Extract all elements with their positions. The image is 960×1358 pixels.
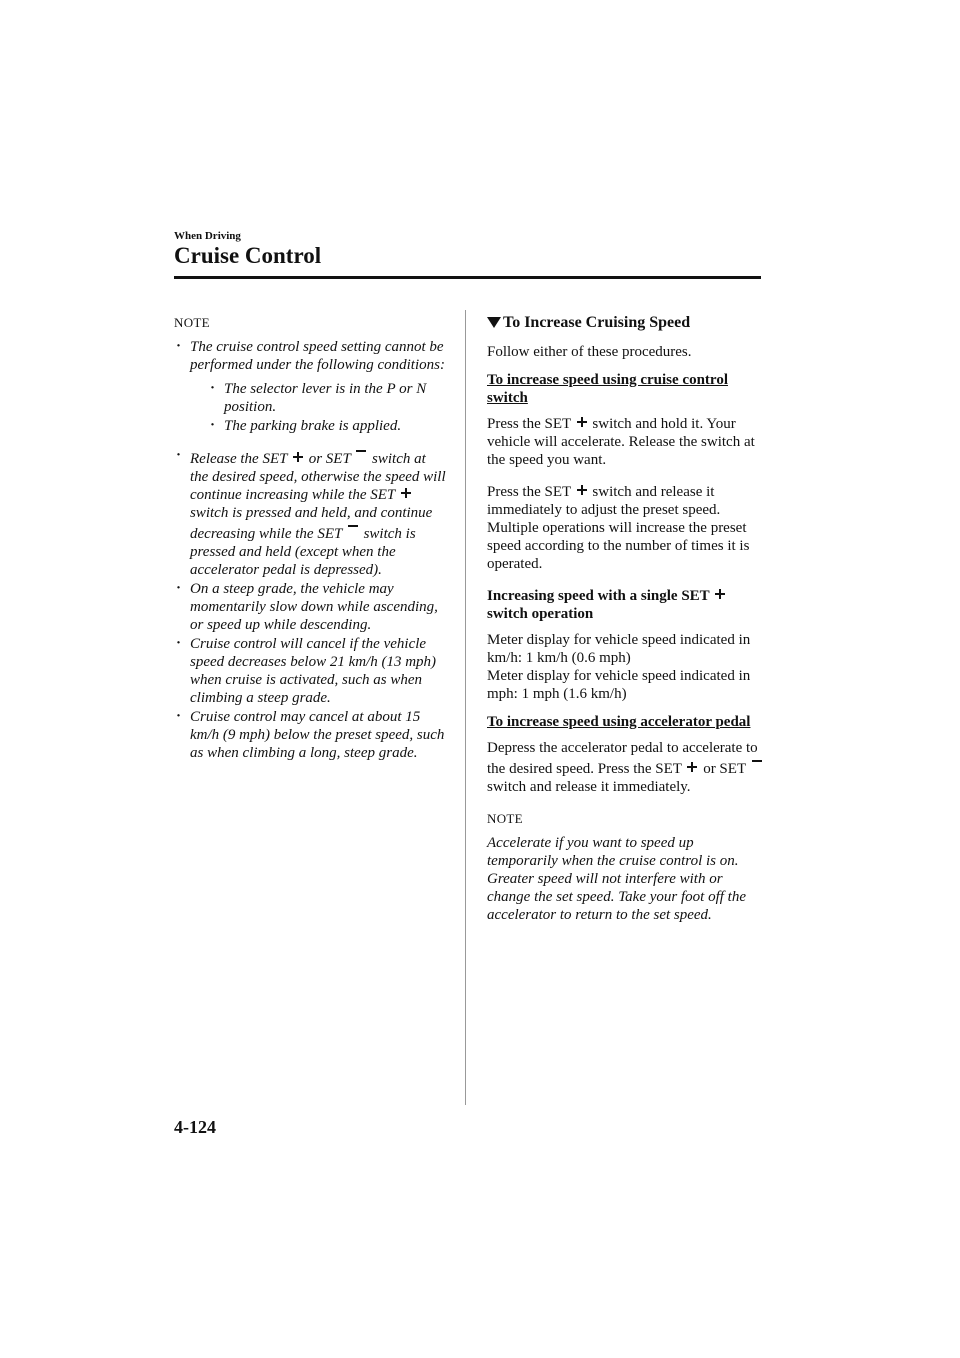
minus-icon	[356, 447, 366, 457]
list-item: · Cruise control will cancel if the vehicle speed decreases below 21 km/h (13 mph) when cruise is activated, such as when climbing a steep grade.	[174, 635, 446, 707]
plus-icon	[401, 488, 411, 498]
section-heading-text: To Increase Cruising Speed	[503, 314, 691, 331]
plus-icon	[577, 417, 587, 427]
note-text: switch at the desired speed, otherwise the speed will continue increasing while the SET	[190, 451, 446, 503]
paragraph-text: or SET	[703, 761, 746, 777]
left-column	[174, 314, 446, 763]
triangle-icon	[487, 317, 501, 328]
meter-kmh-text: Meter display for vehicle speed indicated in km/h: 1 km/h (0.6 mph)	[487, 632, 751, 666]
plus-icon	[715, 589, 725, 599]
paragraph-text: switch and release it immediately.	[487, 779, 691, 795]
paragraph-text: Press the SET	[487, 416, 571, 432]
plus-icon	[687, 762, 697, 772]
paragraph-text: switch and release it immediately to adjust the preset speed. Multiple operations will increase the preset speed according to the number of times it is operated.	[487, 484, 750, 572]
minus-icon	[348, 522, 358, 532]
paragraph	[487, 415, 767, 469]
list-item: · The parking brake is applied.	[208, 417, 446, 435]
note-label: NOTE	[487, 811, 523, 826]
section-heading	[487, 314, 767, 332]
list-item	[174, 338, 446, 435]
note-text: switch is pressed and held (except when the accelerator pedal is depressed).	[190, 526, 416, 578]
note-text: Accelerate if you want to speed up temporarily when the cruise control is on. Greater speed will not interfere with or change the set speed. Take your foot off the accelerator to return to the set speed.	[487, 835, 746, 923]
note-text: Release the SET	[190, 451, 288, 467]
minus-icon	[752, 757, 762, 767]
note-bullet-text: The cruise control speed setting cannot be performed under the following conditions:	[190, 339, 445, 373]
subheading-accelerator: To increase speed using accelerator pedal	[487, 714, 751, 730]
paragraph	[487, 483, 767, 573]
page-number: 4-124	[174, 1117, 216, 1137]
intro-text: Follow either of these procedures.	[487, 344, 692, 360]
right-column	[487, 314, 767, 934]
paragraph	[487, 739, 767, 796]
bold-subheading	[487, 587, 767, 623]
plus-icon	[577, 485, 587, 495]
column-divider	[465, 310, 466, 1105]
list-item: · On a steep grade, the vehicle may momentarily slow down while ascending, or speed up while descending.	[174, 580, 446, 634]
note-sublist	[190, 380, 446, 435]
meter-mph-text: Meter display for vehicle speed indicated in mph: 1 mph (1.6 km/h)	[487, 668, 751, 702]
list-item: · Cruise control may cancel at about 15 km/h (9 mph) below the preset speed, such as when climbing a long, steep grade.	[174, 708, 446, 762]
note-text: or SET	[308, 451, 351, 467]
subheading-cruise-switch: To increase speed using cruise control switch	[487, 372, 728, 406]
note-label: NOTE	[174, 315, 210, 330]
list-item	[174, 447, 446, 579]
note-text: switch is pressed and held, and continue decreasing while the SET	[190, 505, 433, 542]
section-label: When Driving	[174, 230, 241, 242]
list-item: · The selector lever is in the P or N position.	[208, 380, 446, 416]
bold-subheading-text: Increasing speed with a single SET	[487, 588, 710, 604]
note-list	[174, 338, 446, 762]
paragraph-text: Depress the accelerator pedal to accelerate to the desired speed. Press the SET	[487, 740, 758, 777]
bold-subheading-text: switch operation	[487, 606, 594, 622]
paragraph-text: Press the SET	[487, 484, 571, 500]
page-title: Cruise Control	[174, 243, 322, 268]
paragraph-text: switch and hold it. Your vehicle will accelerate. Release the switch at the speed you want.	[487, 416, 755, 468]
title-rule	[174, 276, 761, 279]
plus-icon	[293, 452, 303, 462]
